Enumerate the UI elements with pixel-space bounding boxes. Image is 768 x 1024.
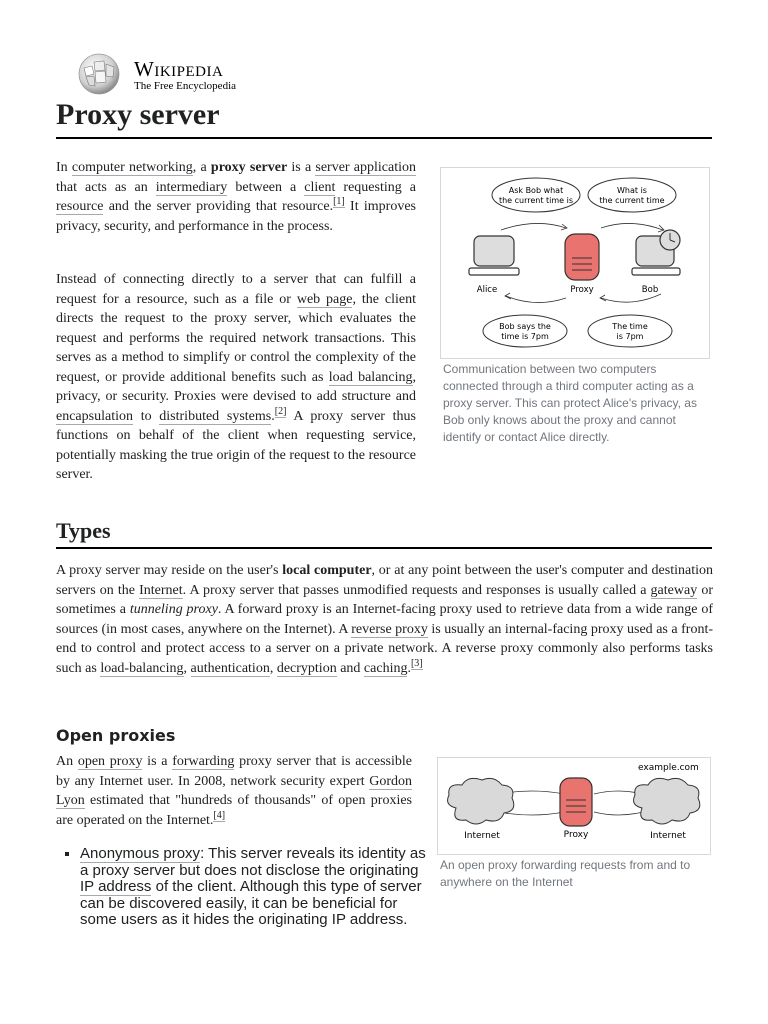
link-open-proxy[interactable]: open proxy	[77, 754, 143, 769]
text: ,	[183, 660, 191, 676]
link-gateway[interactable]: gateway	[650, 582, 698, 598]
text: A proxy server thus functions on behalf of the client when requesting service, potentially masking the true origin of the request to the resource server.	[56, 408, 417, 482]
bubble-what-line2: the current time	[599, 196, 665, 205]
arrow-proxy-to-alice	[506, 296, 566, 303]
link-computer-networking[interactable]: computer networking	[71, 160, 193, 175]
text: .	[271, 408, 275, 424]
text: and	[336, 660, 364, 676]
text: of the client. Although this type of server can be discovered easily, it can be beneficial for some users as it hides the originating IP address.	[80, 878, 422, 928]
text: that acts as an	[56, 179, 156, 195]
link-client[interactable]: client	[304, 179, 336, 195]
link-internet[interactable]: Internet	[139, 582, 183, 598]
text: Instead of connecting directly to a server that can fulfill a request for a resource, such as a file or	[56, 272, 416, 307]
proxy-server-icon	[565, 234, 599, 280]
link-server-application[interactable]: server application	[315, 160, 417, 175]
link-intermediary[interactable]: intermediary	[155, 179, 228, 195]
text: . A forward proxy is an Internet-facing proxy used to retrieve data from a wide range of sources (in most cases, anywhere on the Internet). A	[56, 602, 713, 637]
link-gordon-lyon[interactable]: Gordon Lyon	[56, 773, 412, 808]
intro-paragraph	[56, 158, 416, 236]
text: is a	[142, 754, 173, 769]
speech-bubble-ask	[492, 178, 580, 212]
figure-proxy-communication[interactable]	[440, 167, 710, 359]
figure-open-proxy[interactable]	[437, 757, 711, 855]
link-ip-address[interactable]: IP address	[80, 878, 152, 895]
text: It improves privacy, security, and performance in the process.	[56, 199, 416, 234]
text: . A proxy server that passes unmodified requests and responses is usually called a	[182, 582, 651, 598]
open-proxy-diagram	[438, 758, 710, 854]
text: , the client directs the request to the proxy server, which evaluates the request and performs the required network transactions. This serves as a method to simplify or control the complexity of the request, or provide additional benefits such as	[56, 291, 416, 385]
link-resource[interactable]: resource	[56, 199, 104, 214]
site-header	[74, 52, 374, 96]
link-load-balancing-2[interactable]: load-balancing	[100, 660, 184, 676]
list-item-anonymous-proxy	[80, 846, 430, 929]
link-distributed-systems[interactable]: distributed systems	[159, 408, 272, 424]
text: An	[56, 754, 78, 769]
text: estimated that "hundreds of thousands" of open proxies are operated on the Internet.	[56, 793, 412, 828]
text: , privacy, or security. Proxies were devised to add structure and	[56, 369, 417, 404]
proxy-server-icon-2	[560, 778, 592, 826]
reference-4[interactable]: [4]	[213, 809, 226, 821]
bubble-ask-line2: the current time is	[498, 196, 574, 205]
text: proxy server that is accessible by any Internet user. In 2008, network security expert	[56, 754, 412, 789]
text: ,	[269, 660, 277, 676]
speech-bubble-says	[483, 315, 567, 347]
internet-cloud-right-icon	[634, 778, 700, 824]
bold-proxy-server: proxy server	[210, 160, 288, 175]
wikipedia-wordmark[interactable]: Wikipedia	[134, 57, 224, 81]
page-title: Proxy server	[56, 96, 712, 139]
open-proxies-paragraph	[56, 752, 412, 830]
arrow-bob-to-proxy	[601, 294, 661, 302]
internet-cloud-left-icon	[448, 778, 514, 824]
label-proxy-2: Proxy	[563, 830, 589, 840]
label-internet-left: Internet	[464, 831, 500, 841]
speech-bubble-time	[588, 315, 672, 347]
bubble-says-line1: Bob says the	[499, 322, 551, 331]
text: .	[407, 660, 411, 676]
text: or sometimes a	[56, 582, 713, 617]
bold-local-computer: local computer	[282, 563, 372, 578]
link-load-balancing[interactable]: load balancing	[328, 369, 413, 385]
wikipedia-globe-icon[interactable]	[74, 52, 124, 96]
italic-tunneling-proxy: tunneling proxy	[129, 602, 218, 617]
text: : This server reveals its identity as a proxy server but does not disclose the originating	[80, 845, 426, 879]
text: , a	[192, 160, 211, 175]
speech-bubble-what	[588, 178, 676, 212]
arrow-alice-to-proxy	[501, 223, 566, 230]
text: is usually an internal-facing proxy used as a front-end to control and protect access to a server on a private network. A reverse proxy commonly also performs tasks such as	[56, 621, 713, 676]
link-reverse-proxy[interactable]: reverse proxy	[351, 621, 428, 637]
bubble-time-line1: The time	[612, 322, 648, 331]
link-authentication[interactable]: authentication	[190, 660, 270, 676]
bubble-ask-line1: Ask Bob what	[508, 186, 564, 195]
label-example-com: example.com	[638, 763, 699, 773]
link-forwarding[interactable]: forwarding	[172, 754, 235, 769]
text: A proxy server may reside on the user's	[56, 563, 283, 578]
wikipedia-tagline: The Free Encyclopedia	[134, 80, 237, 92]
link-web-page[interactable]: web page	[296, 291, 353, 307]
link-encapsulation[interactable]: encapsulation	[56, 408, 133, 424]
label-proxy: Proxy	[570, 285, 594, 295]
section-heading-types: Types	[56, 516, 712, 549]
text: , or at any point between the user's computer and destination servers on the	[56, 563, 713, 598]
figure-caption-communication: Communication between two computers connected through a third computer acting as a proxy server. This can protect Alice's privacy, as Bob only knows about the proxy and cannot identify or contact Alice directly.	[443, 362, 697, 444]
text: requesting a	[335, 179, 416, 195]
link-anonymous-proxy[interactable]: Anonymous proxy	[80, 845, 201, 862]
types-paragraph	[56, 561, 713, 678]
link-caching[interactable]: caching	[363, 660, 408, 676]
bubble-says-line2: time is 7pm	[501, 332, 549, 341]
reference-3[interactable]: [3]	[410, 657, 423, 669]
proxy-communication-diagram	[441, 168, 709, 358]
reference-1[interactable]: [1]	[333, 196, 345, 208]
figure-caption-open-proxy: An open proxy forwarding requests from and to anywhere on the Internet	[440, 858, 691, 889]
label-internet-right: Internet	[650, 831, 686, 841]
text: and the server providing that resource.	[103, 199, 334, 214]
subsection-heading-open-proxies: Open proxies	[56, 726, 176, 745]
bubble-what-line1: What is	[617, 186, 647, 195]
label-bob: Bob	[641, 285, 659, 295]
text: is a	[287, 160, 316, 175]
bubble-time-line2: is 7pm	[616, 332, 644, 341]
alice-computer-icon	[469, 236, 519, 275]
link-decryption[interactable]: decryption	[276, 660, 337, 676]
bob-computer-icon	[632, 230, 680, 275]
text: In	[56, 160, 72, 175]
proxy-description-paragraph	[56, 270, 416, 485]
label-alice: Alice	[476, 285, 498, 295]
open-proxy-types-list	[62, 846, 430, 929]
reference-2[interactable]: [2]	[274, 405, 287, 417]
text: to	[132, 408, 160, 424]
text: between a	[227, 179, 305, 195]
arrow-proxy-to-bob	[601, 223, 663, 230]
